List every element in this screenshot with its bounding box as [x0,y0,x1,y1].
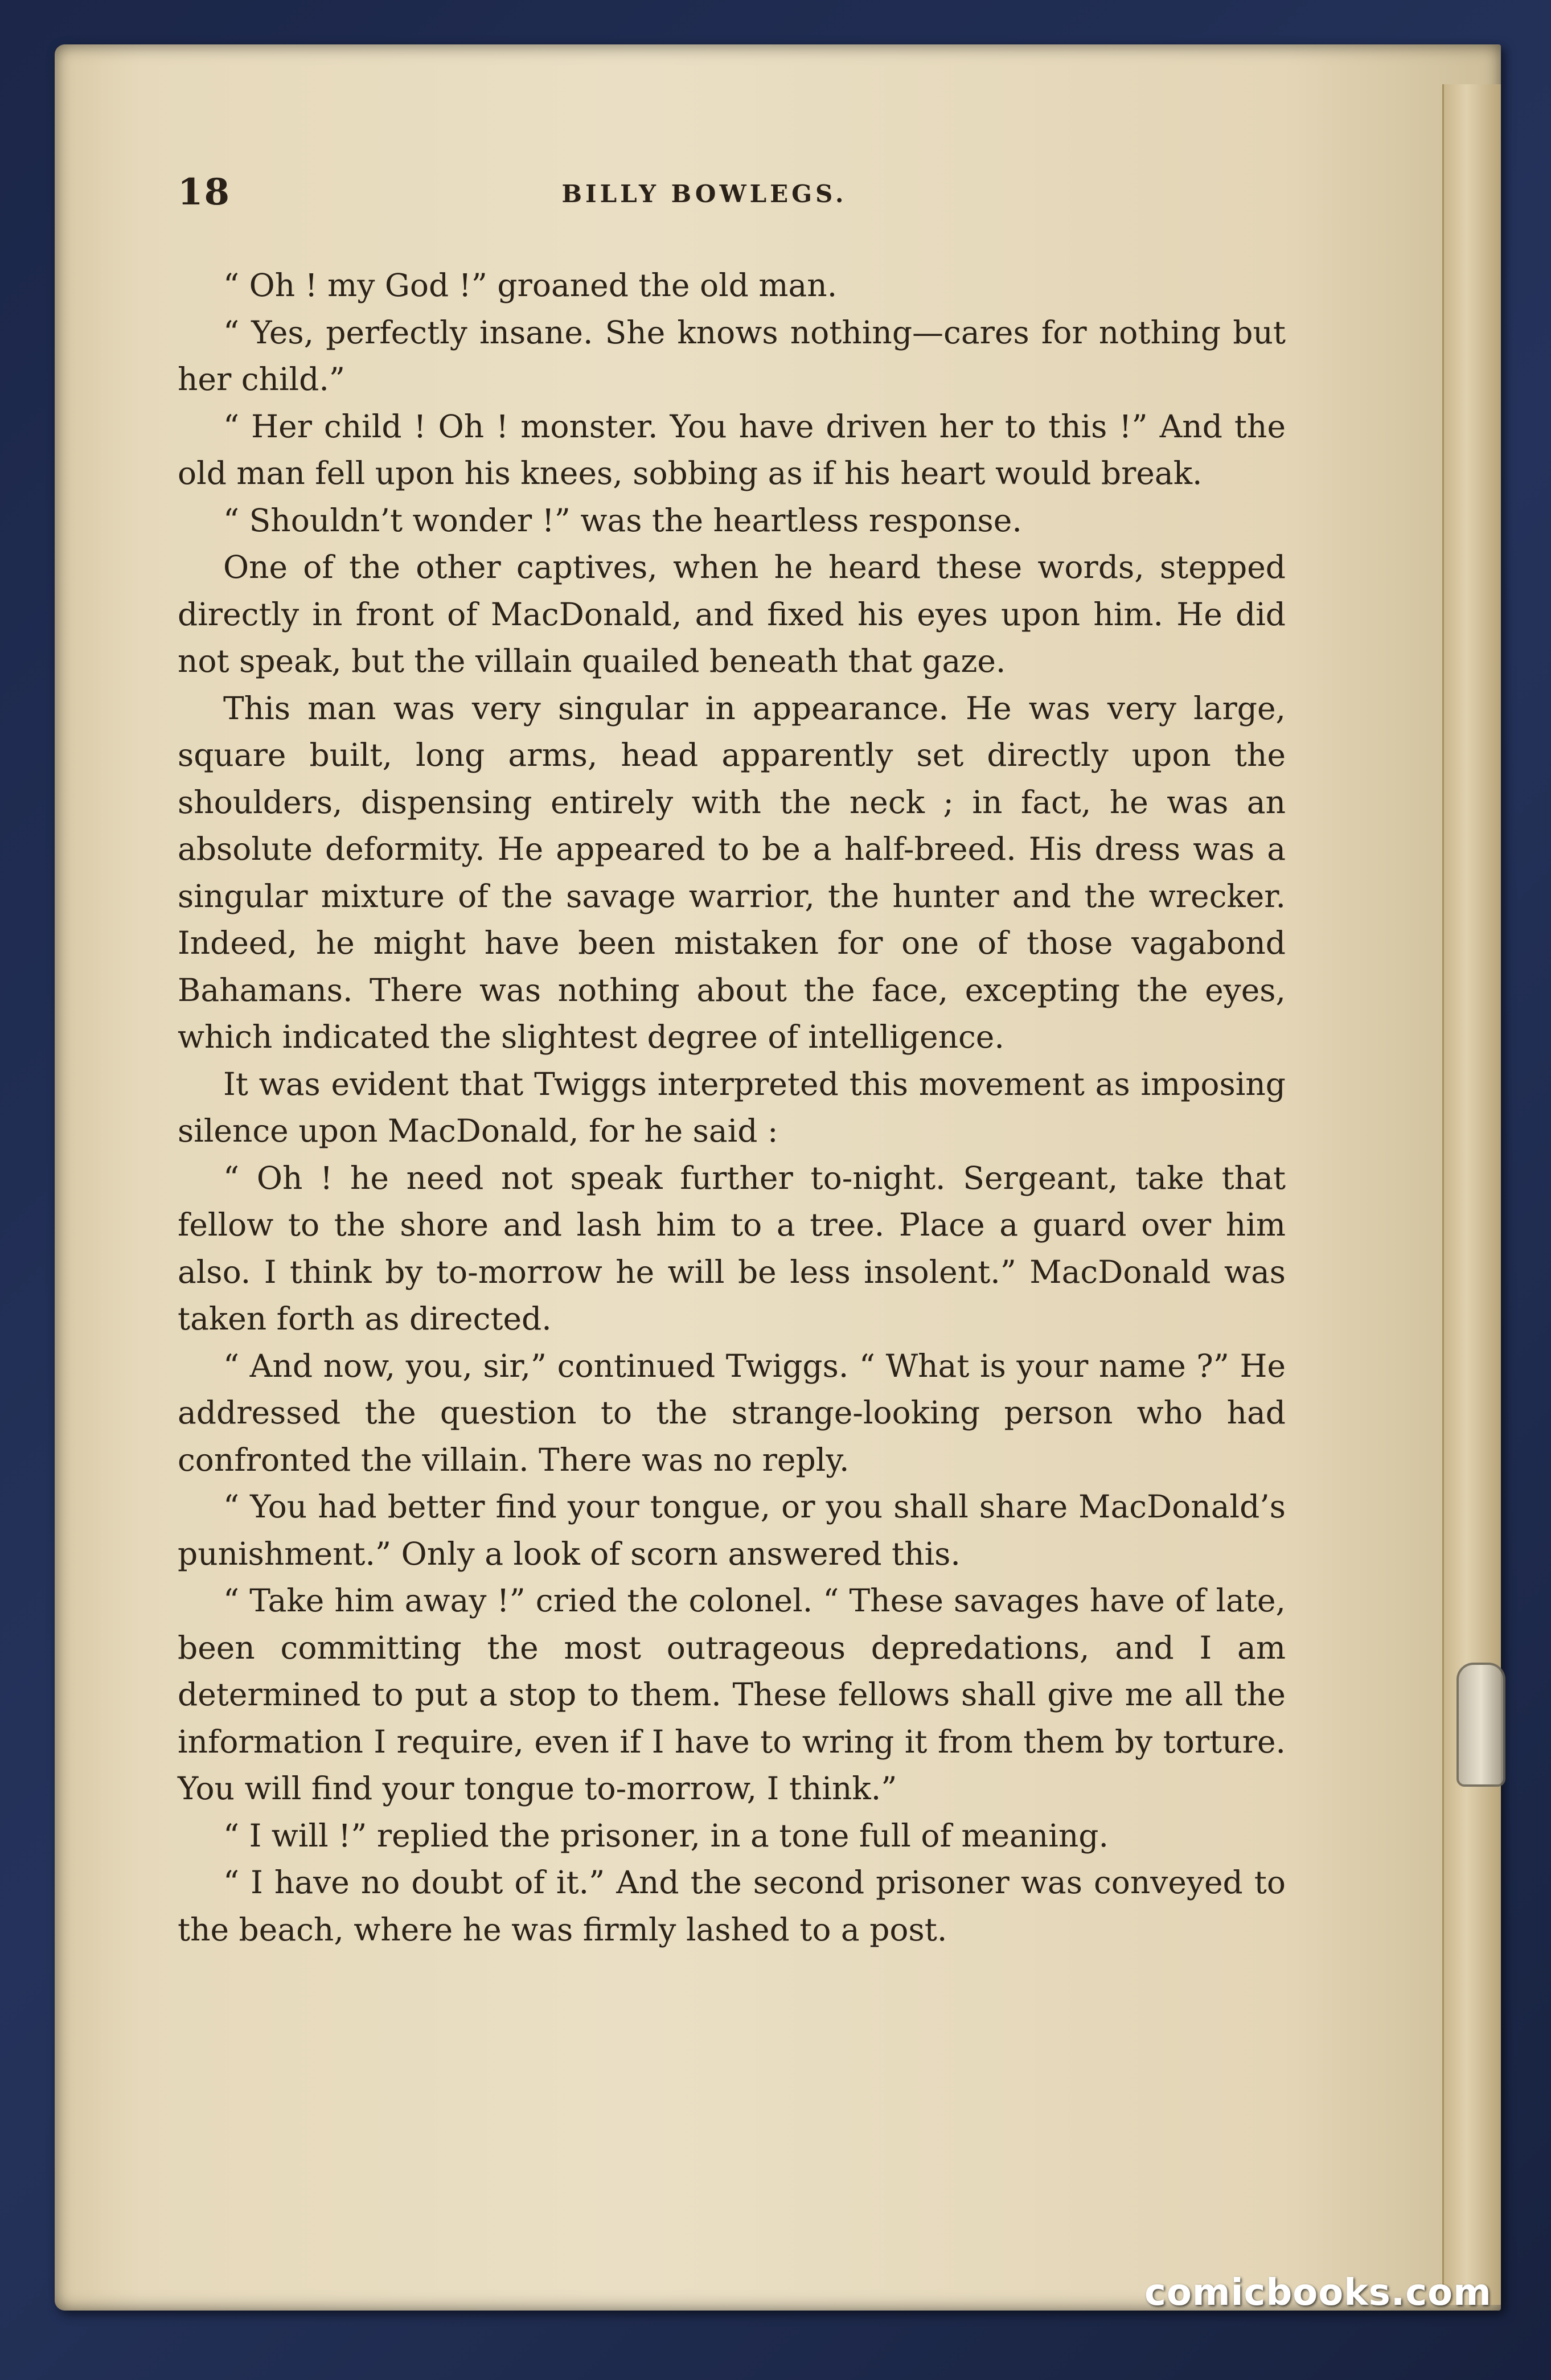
binding-clasp [1456,1663,1505,1787]
page-number: 18 [178,171,231,214]
paragraph: “ Oh ! my God !” groaned the old man. [223,267,838,303]
running-head: BILLY BOWLEGS. [561,180,847,208]
paragraph: “ Take him away !” cried the colonel. “ These savages have of late, been committing the most outrageous depredations, and I am determined to put a stop to them. These fellows shall give me all the information I require, even if I have to wring it from them by torture. You will find your tongue to-morrow, I think.” [178,1582,1286,1807]
paragraph: “ I have no doubt of it.” And the second prisoner was conveyed to the beach, where he was firmly lashed to a post. [178,1864,1286,1948]
page-edge [1442,84,1501,2305]
paragraph: “ I will !” replied the prisoner, in a tone full of meaning. [223,1817,1109,1854]
paragraph: “ Her child ! Oh ! monster. You have driven her to this !” And the old man fell upon his knees, sobbing as if his heart would break. [178,408,1286,491]
paragraph: “ Oh ! he need not speak further to-night. Sergeant, take that fellow to the shore and lash him to a tree. Place a guard over him also. I think by to-morrow he will be less insolent.” MacDonald was taken forth as directed. [178,1159,1286,1337]
paragraph: This man was very singular in appearance. He was very large, square built, long arms, head apparently set directly upon the shoulders, dispensing entirely with the neck ; in fact, he was an absolute deformity. He appeared to be a half-breed. His dress was a singular mixture of the savage warrior, the hunter and the wrecker. Indeed, he might have been mistaken for one of those vagabond Bahamans. There was nothing about the face, excepting the eyes, which indicated the slightest degree of intelligence. [178,690,1286,1055]
paragraph: “ Shouldn’t wonder !” was the heartless response. [223,502,1022,539]
body-text [178,262,1286,1953]
paragraph: “ Yes, perfectly insane. She knows nothing—cares for nothing but her child.” [178,314,1286,397]
paragraph: “ And now, you, sir,” continued Twiggs. “ What is your name ?” He addressed the question to the strange-looking person who had confronted the villain. There was no reply. [178,1347,1286,1478]
paragraph: “ You had better find your tongue, or you shall share MacDonald’s punishment.” Only a look of scorn answered this. [178,1488,1286,1572]
page-header [121,171,1288,222]
paragraph: One of the other captives, when he heard these words, stepped directly in front of MacDonald, and fixed his eyes upon him. He did not speak, but the villain quailed beneath that gaze. [178,549,1286,679]
paragraph: It was evident that Twiggs interpreted this movement as imposing silence upon MacDonald, for he said : [178,1065,1286,1149]
watermark: comicbooks.com [1144,2272,1492,2314]
